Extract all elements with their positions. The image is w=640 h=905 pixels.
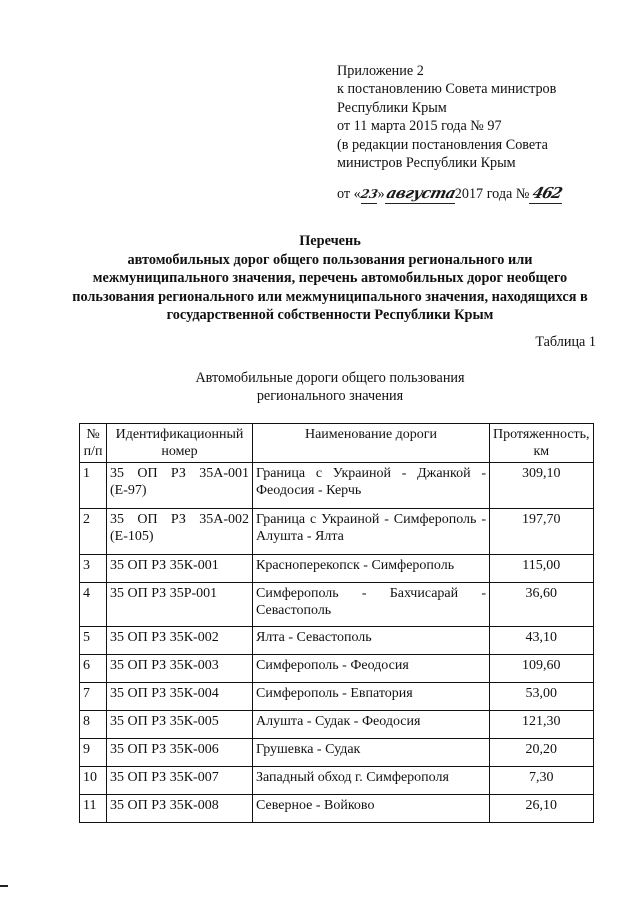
- header-length: Протяженность, км: [490, 424, 594, 463]
- row-length: 43,10: [490, 627, 594, 655]
- table-header-row: [80, 424, 594, 463]
- row-identifier: 35 ОП РЗ 35Р-001: [107, 583, 253, 627]
- appendix-line: Приложение 2: [337, 63, 424, 79]
- row-number: 5: [80, 627, 107, 655]
- row-number: 3: [80, 555, 107, 583]
- table-row: [80, 683, 594, 711]
- header-number: № п/п: [80, 424, 107, 463]
- row-identifier: 35 ОП РЗ 35К-003: [107, 655, 253, 683]
- page-edge-mark: [0, 885, 8, 887]
- heading-body: автомобильных дорог общего пользования регионального или межмуниципального значения, перечень автомобильных дорог необщего пользования регионального или межмуниципального значения, находящихся в государственной собственности Республики Крым: [72, 251, 588, 324]
- roads-table: [79, 423, 594, 823]
- table-row: [80, 627, 594, 655]
- row-road-name: Северное - Войково: [253, 795, 490, 823]
- row-length: 36,60: [490, 583, 594, 627]
- row-length: 197,70: [490, 509, 594, 555]
- appendix-block: [337, 62, 607, 172]
- row-road-name: Симферополь - Феодосия: [253, 655, 490, 683]
- row-length: 53,00: [490, 683, 594, 711]
- date-prefix: от «: [337, 186, 361, 202]
- subtitle-line: регионального значения: [256, 387, 404, 404]
- row-number: 11: [80, 795, 107, 823]
- row-identifier: 35 ОП РЗ 35А-001 (Е-97): [107, 463, 253, 509]
- table-label: Таблица 1: [535, 334, 596, 350]
- row-length: 109,60: [490, 655, 594, 683]
- row-road-name: Алушта - Судак - Феодосия: [253, 711, 490, 739]
- row-number: 10: [80, 767, 107, 795]
- row-length: 20,20: [490, 739, 594, 767]
- table-row: [80, 509, 594, 555]
- row-length: 309,10: [490, 463, 594, 509]
- header-identifier: Идентификационный номер: [107, 424, 253, 463]
- appendix-line: (в редакции постановления Совета: [337, 136, 548, 153]
- row-number: 8: [80, 711, 107, 739]
- row-number: 9: [80, 739, 107, 767]
- row-length: 115,00: [490, 555, 594, 583]
- handwritten-day: 23: [359, 187, 379, 201]
- table-subtitle: [100, 370, 560, 405]
- row-road-name: Западный обход г. Симферополя: [253, 767, 490, 795]
- handwritten-month: августа: [384, 184, 458, 202]
- row-number: 7: [80, 683, 107, 711]
- amendment-date-line: [337, 184, 565, 204]
- row-length: 26,10: [490, 795, 594, 823]
- row-identifier: 35 ОП РЗ 35К-001: [107, 555, 253, 583]
- row-length: 7,30: [490, 767, 594, 795]
- row-number: 6: [80, 655, 107, 683]
- date-close: »: [377, 186, 385, 202]
- appendix-line: к постановлению Совета министров: [337, 81, 557, 98]
- row-road-name: Симферополь - Бахчисарай - Севастополь: [253, 583, 490, 627]
- handwritten-document-number: 462: [531, 184, 565, 202]
- row-length: 121,30: [490, 711, 594, 739]
- appendix-line: от 11 марта 2015 года № 97: [337, 118, 502, 135]
- document-heading: [60, 232, 600, 325]
- row-road-name: Грушевка - Судак: [253, 739, 490, 767]
- row-road-name: Красноперекопск - Симферополь: [253, 555, 490, 583]
- row-number: 2: [80, 509, 107, 555]
- table-body: [80, 463, 594, 823]
- table-row: [80, 555, 594, 583]
- table-row: [80, 711, 594, 739]
- row-road-name: Граница с Украиной - Джанкой - Феодосия - Керчь: [253, 463, 490, 509]
- row-road-name: Ялта - Севастополь: [253, 627, 490, 655]
- header-road-name: Наименование дороги: [253, 424, 490, 463]
- row-identifier: 35 ОП РЗ 35К-006: [107, 739, 253, 767]
- row-identifier: 35 ОП РЗ 35К-005: [107, 711, 253, 739]
- row-number: 1: [80, 463, 107, 509]
- row-number: 4: [80, 583, 107, 627]
- row-identifier: 35 ОП РЗ 35К-008: [107, 795, 253, 823]
- table-row: [80, 795, 594, 823]
- date-suffix: 2017 года №: [454, 186, 530, 202]
- appendix-line: министров Республики Крым: [337, 155, 516, 172]
- table-row: [80, 583, 594, 627]
- row-identifier: 35 ОП РЗ 35К-004: [107, 683, 253, 711]
- table-row: [80, 655, 594, 683]
- table-row: [80, 463, 594, 509]
- row-road-name: Граница с Украиной - Симферополь - Алушта - Ялта: [253, 509, 490, 555]
- subtitle-line: Автомобильные дороги общего пользования: [195, 370, 465, 386]
- row-identifier: 35 ОП РЗ 35К-007: [107, 767, 253, 795]
- appendix-line: Республики Крым: [337, 99, 447, 116]
- row-identifier: 35 ОП РЗ 35А-002 (Е-105): [107, 509, 253, 555]
- heading-title: Перечень: [299, 233, 361, 249]
- table-row: [80, 739, 594, 767]
- row-road-name: Симферополь - Евпатория: [253, 683, 490, 711]
- row-identifier: 35 ОП РЗ 35К-002: [107, 627, 253, 655]
- table-row: [80, 767, 594, 795]
